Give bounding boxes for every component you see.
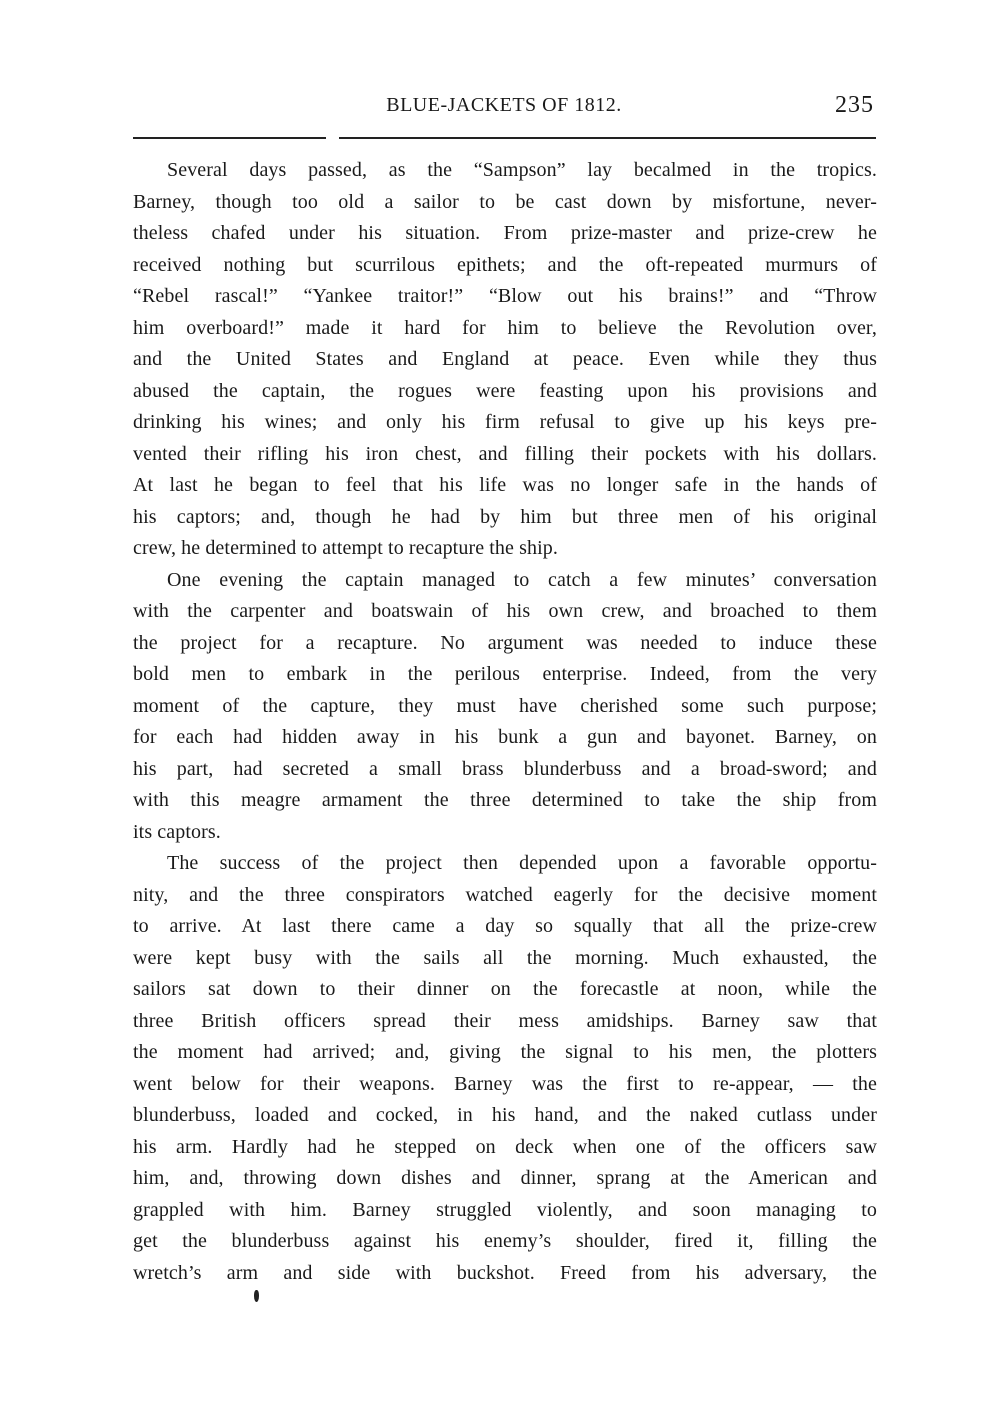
running-title: BLUE-JACKETS OF 1812. (386, 94, 622, 116)
text-line: the moment had arrived; and, giving the signal to his men, the plotters (133, 1041, 877, 1063)
text-line: grappled with him. Barney struggled violently, and soon managing to (133, 1198, 877, 1221)
text-line: drinking his wines; and only his firm refusal to give up his keys pre- (133, 411, 877, 433)
text-line: three British officers spread their mess amidships. Barney saw that (133, 1009, 877, 1032)
text-line: were kept busy with the sails all the morning. Much exhausted, the (133, 946, 877, 969)
text-line: his captors; and, though he had by him but three men of his original (133, 505, 877, 528)
text-line: The success of the project then depended upon a favorable opportu- (167, 852, 877, 874)
text-line: At last he began to feel that his life was no longer safe in the hands of (133, 474, 877, 496)
page-number: 235 (835, 92, 874, 118)
text-line: bold men to embark in the perilous enterprise. Indeed, from the very (133, 663, 877, 685)
text-line: with this meagre armament the three determined to take the ship from (133, 789, 877, 811)
text-line: and the United States and England at peace. Even while they thus (133, 348, 877, 370)
running-head (132, 92, 876, 126)
text-line: for each had hidden away in his bunk a gun and bayonet. Barney, on (133, 726, 877, 748)
header-rule-right (339, 137, 876, 139)
body-text (133, 155, 877, 1289)
text-line: nity, and the three conspirators watched eagerly for the decisive moment (133, 883, 877, 906)
text-line: blunderbuss, loaded and cocked, in his hand, and the naked cutlass under (133, 1104, 877, 1126)
text-line: its captors. (133, 820, 221, 843)
text-line: abused the captain, the rogues were feasting upon his provisions and (133, 379, 877, 402)
text-line: One evening the captain managed to catch a few minutes’ conversation (167, 568, 877, 591)
text-line: received nothing but scurrilous epithets; and the oft-repeated murmurs of (133, 253, 877, 276)
text-line: Barney, though too old a sailor to be cast down by misfortune, never- (133, 190, 877, 213)
text-line: sailors sat down to their dinner on the forecastle at noon, while the (133, 978, 877, 1000)
text-line: moment of the capture, they must have cherished some such purpose; (133, 694, 877, 717)
text-line: the project for a recapture. No argument was needed to induce these (133, 631, 877, 654)
text-line: “Rebel rascal!” “Yankee traitor!” “Blow out his brains!” and “Throw (133, 285, 877, 307)
text-line: him overboard!” made it hard for him to believe the Revolution over, (133, 316, 877, 339)
text-line: his part, had secreted a small brass blunderbuss and a broad-sword; and (133, 757, 877, 780)
text-line: wretch’s arm and side with buckshot. Freed from his adversary, the (133, 1261, 877, 1284)
text-line: get the blunderbuss against his enemy’s shoulder, fired it, filling the (133, 1230, 877, 1252)
text-line: to arrive. At last there came a day so squally that all the prize-crew (133, 915, 877, 937)
text-line: his arm. Hardly had he stepped on deck when one of the officers saw (133, 1135, 877, 1158)
text-line: theless chafed under his situation. From prize-master and prize-crew he (133, 222, 877, 244)
text-line: crew, he determined to attempt to recapture the ship. (133, 537, 558, 559)
text-line: went below for their weapons. Barney was the first to re-appear, — the (133, 1072, 877, 1095)
text-line: vented their rifling his iron chest, and filling their pockets with his dollars. (133, 442, 877, 465)
ink-mark (254, 1290, 259, 1302)
header-rule-left (133, 137, 326, 139)
text-line: Several days passed, as the “Sampson” lay becalmed in the tropics. (167, 159, 877, 181)
text-line: with the carpenter and boatswain of his own crew, and broached to them (133, 600, 877, 622)
text-line: him, and, throwing down dishes and dinner, sprang at the American and (133, 1167, 877, 1189)
